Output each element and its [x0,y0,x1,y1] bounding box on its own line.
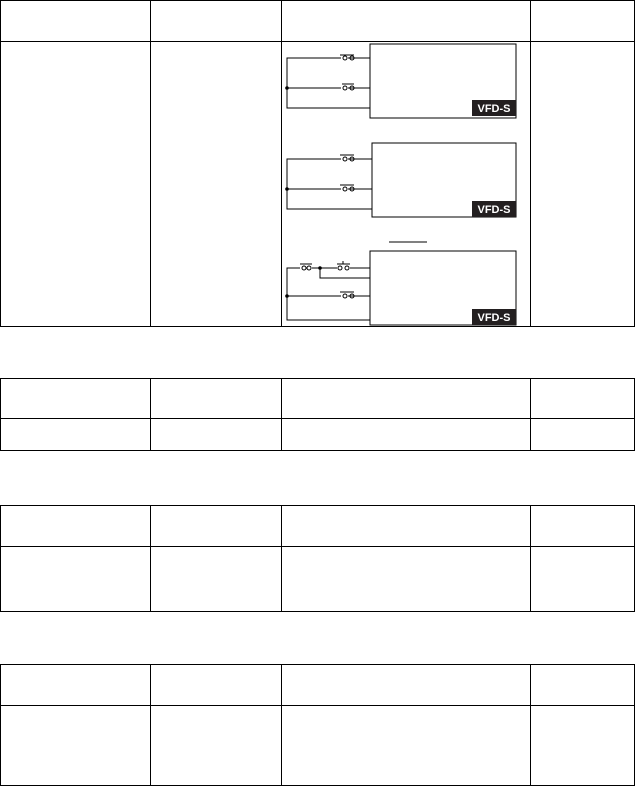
header-cell [282,665,530,706]
header-cell [151,379,282,419]
table-cell [151,547,282,612]
parameter-table-4 [0,664,635,786]
header-cell [151,665,282,706]
header-cell [530,665,634,706]
header-cell [151,506,282,547]
table-row [1,42,635,327]
table-cell [282,547,530,612]
parameter-table-1 [0,0,635,327]
header-cell [282,1,530,42]
header-cell [1,379,151,419]
table-cell [1,42,151,327]
table-cell [1,419,151,451]
table-row [1,547,635,612]
header-cell [1,506,151,547]
vfd-s-badge-1-label: VFD-S [477,103,511,115]
parameter-table-2 [0,378,635,451]
table-cell [1,706,151,786]
table-header-row [1,379,635,419]
vfd-s-badge-3-label: VFD-S [477,312,511,324]
table-header-row [1,1,635,42]
header-cell [151,1,282,42]
table-header-row [1,665,635,706]
header-cell [530,1,634,42]
table-cell [151,42,282,327]
table-cell [530,547,634,612]
header-cell [1,665,151,706]
header-cell [530,506,634,547]
table-row [1,419,635,451]
header-cell [282,506,530,547]
table-cell [530,706,634,786]
table-cell [282,706,530,786]
vfd-s-badge-2-label: VFD-S [477,204,511,216]
table-cell [151,706,282,786]
header-cell [282,379,530,419]
table-cell [530,419,634,451]
wiring-diagrams [282,42,530,326]
table-cell [151,419,282,451]
table-cell [282,419,530,451]
parameter-table-3 [0,505,635,612]
table-header-row [1,506,635,547]
table-row [1,706,635,786]
table-cell [530,42,634,327]
header-cell [530,379,634,419]
table-cell [1,547,151,612]
header-cell [1,1,151,42]
wiring-diagram-cell [282,42,530,327]
